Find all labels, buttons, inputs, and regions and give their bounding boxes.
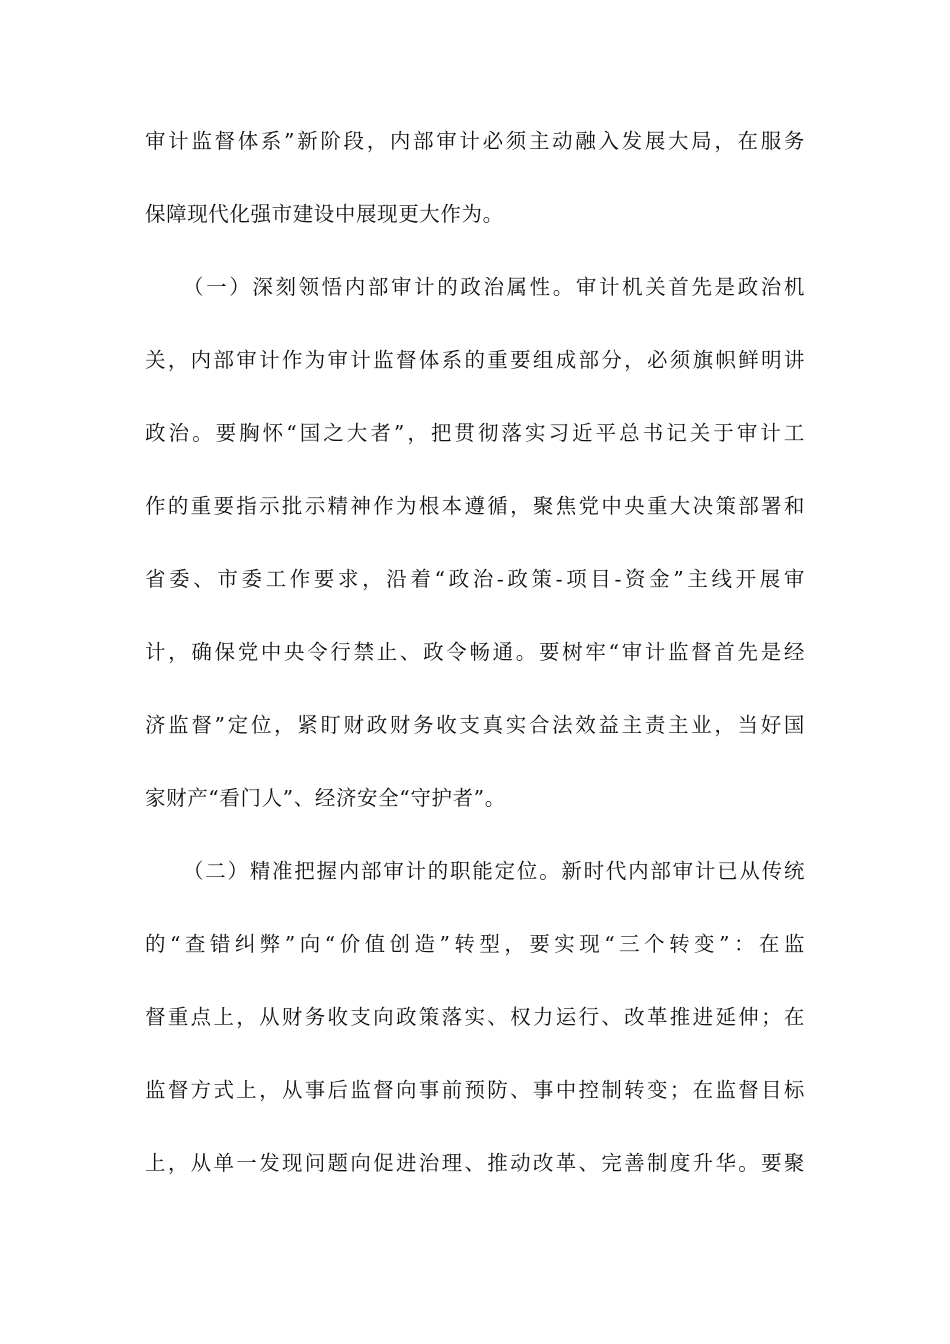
text-line: 政治。要胸怀“国之大者”，把贯彻落实习近平总书记关于审计工 (145, 421, 805, 445)
text-line: （二）精准把握内部审计的职能定位。新时代内部审计已从传统 (183, 859, 805, 883)
text-line: 审计监督体系”新阶段，内部审计必须主动融入发展大局，在服务 (145, 129, 805, 153)
body-text (145, 118, 805, 1213)
text-line: 关，内部审计作为审计监督体系的重要组成部分，必须旗帜鲜明讲 (145, 348, 805, 372)
text-line: 济监督”定位，紧盯财政财务收支真实合法效益主责主业，当好国 (145, 713, 805, 737)
text-line: 作的重要指示批示精神作为根本遵循，聚焦党中央重大决策部署和 (145, 494, 805, 518)
text-line: 上，从单一发现问题向促进治理、推动改革、完善制度升华。要聚 (145, 1151, 805, 1175)
text-line: （一）深刻领悟内部审计的政治属性。审计机关首先是政治机 (183, 275, 805, 299)
text-line: 保障现代化强市建设中展现更大作为。 (145, 202, 504, 226)
text-line: 家财产“看门人”、经济安全“守护者”。 (145, 786, 506, 810)
text-line: 的“查错纠弊”向“价值创造”转型，要实现“三个转变”：在监 (145, 932, 805, 956)
text-line: 计，确保党中央令行禁止、政令畅通。要树牢“审计监督首先是经 (145, 640, 805, 664)
text-line: 督重点上，从财务收支向政策落实、权力运行、改革推进延伸；在 (145, 1005, 805, 1029)
text-line: 监督方式上，从事后监督向事前预防、事中控制转变；在监督目标 (145, 1078, 805, 1102)
text-line: 省委、市委工作要求，沿着“政治-政策-项目-资金”主线开展审 (145, 567, 805, 591)
